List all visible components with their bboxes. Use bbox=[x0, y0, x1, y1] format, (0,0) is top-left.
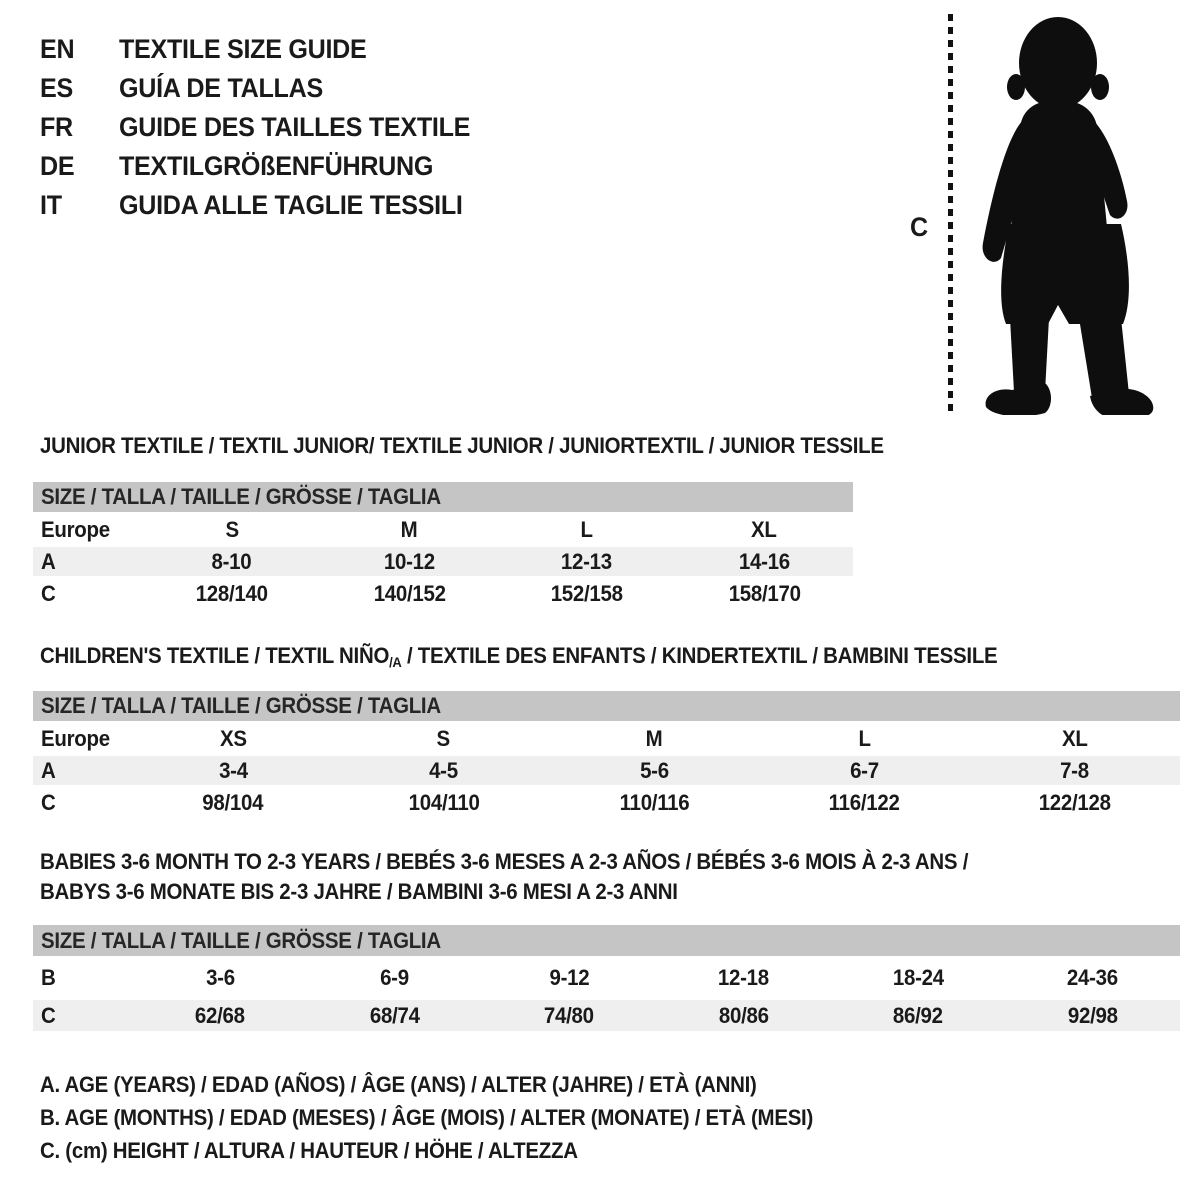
row-label: Europe bbox=[41, 725, 110, 751]
lang-row-en bbox=[40, 30, 497, 69]
table-row-europe bbox=[33, 721, 1180, 756]
size-cell: XS bbox=[219, 725, 247, 751]
legend-line-b: B. AGE (MONTHS) / EDAD (MESES) / ÂGE (MOIS) / ALTER (MONATE) / ETÀ (MESI) bbox=[40, 1104, 814, 1130]
height-cell: 62/68 bbox=[195, 1002, 246, 1028]
age-cell: 6-7 bbox=[850, 757, 879, 783]
lang-code: ES bbox=[40, 73, 73, 103]
age-cell: 6-9 bbox=[380, 965, 410, 990]
row-label: C bbox=[41, 789, 56, 815]
age-cell: 3-4 bbox=[218, 757, 248, 783]
height-cell: 158/170 bbox=[728, 580, 801, 606]
size-cell: M bbox=[645, 725, 663, 751]
junior-size-table bbox=[33, 482, 853, 611]
junior-section-title: JUNIOR TEXTILE / TEXTIL JUNIOR/ TEXTILE JUNIOR / JUNIORTEXTIL / JUNIOR TESSILE bbox=[40, 433, 884, 458]
height-cell: 74/80 bbox=[544, 1002, 595, 1028]
children-section-title: CHILDREN'S TEXTILE / TEXTIL $NIÑO_{/A}$ / TEXTILE DES ENFANTS / KINDERTEXTIL / BAMBINI TESSILE bbox=[40, 643, 998, 670]
lang-code: EN bbox=[40, 34, 75, 64]
age-cell: 10-12 bbox=[383, 548, 435, 574]
table-row-europe bbox=[33, 512, 853, 547]
age-cell: 3-6 bbox=[205, 965, 235, 990]
height-cell: 140/152 bbox=[373, 580, 446, 606]
guide-title-es: GUÍA DE TALLAS bbox=[119, 73, 323, 103]
table-row-age-years bbox=[33, 756, 1180, 785]
nino-a-subscript: /A bbox=[389, 654, 402, 670]
age-cell: 24-36 bbox=[1067, 965, 1119, 990]
age-cell: 7-8 bbox=[1060, 757, 1090, 783]
children-size-table bbox=[33, 691, 1180, 820]
lang-row-de bbox=[40, 147, 497, 186]
lang-row-fr bbox=[40, 108, 497, 147]
guide-title-de: TEXTILGRÖßENFÜHRUNG bbox=[119, 151, 434, 181]
guide-title-fr: GUIDE DES TAILLES TEXTILE bbox=[119, 112, 471, 142]
size-cell: M bbox=[400, 516, 418, 542]
size-header-bar bbox=[33, 925, 1180, 956]
age-cell: 4-5 bbox=[429, 757, 458, 783]
size-header-label: SIZE / TALLA / TAILLE / GRÖSSE / TAGLIA bbox=[41, 693, 441, 718]
lang-row-it bbox=[40, 186, 497, 225]
size-cell: XL bbox=[751, 516, 778, 542]
size-header-label: SIZE / TALLA / TAILLE / GRÖSSE / TAGLIA bbox=[41, 927, 441, 953]
height-cell: 152/158 bbox=[550, 580, 623, 606]
table-row-age-years bbox=[33, 547, 853, 576]
height-cell: 68/74 bbox=[369, 1002, 420, 1028]
legend-line-c: C. (cm) HEIGHT / ALTURA / HAUTEUR / HÖHE / ALTEZZA bbox=[40, 1137, 578, 1163]
height-cell: 86/92 bbox=[893, 1002, 944, 1028]
height-cell: 116/122 bbox=[828, 789, 900, 815]
row-label: A bbox=[41, 757, 56, 783]
height-cell: 80/86 bbox=[718, 1002, 769, 1028]
babies-section-title: BABIES 3-6 MONTH TO 2-3 YEARS / BEBÉS 3-6 MESES A 2-3 AÑOS / BÉBÉS 3-6 MOIS À 2-3 ANS / BABYS 3-6 MONATE BIS 2-3 JAHRE / BAMBINI 3-6 MESI A 2-3 ANNI bbox=[40, 849, 969, 904]
age-cell: 9-12 bbox=[549, 965, 590, 990]
legend bbox=[40, 1068, 871, 1167]
height-cell: 92/98 bbox=[1067, 1002, 1118, 1028]
height-cell: 122/128 bbox=[1038, 789, 1111, 815]
size-cell: L bbox=[580, 516, 593, 542]
toddler-silhouette-image bbox=[960, 10, 1165, 415]
age-cell: 12-18 bbox=[718, 965, 770, 990]
size-header-label: SIZE / TALLA / TAILLE / GRÖSSE / TAGLIA bbox=[41, 484, 441, 509]
size-cell: XL bbox=[1062, 725, 1088, 751]
height-cell: 104/110 bbox=[408, 789, 480, 815]
row-label: C bbox=[41, 580, 56, 606]
guide-title-it: GUIDA ALLE TAGLIE TESSILI bbox=[119, 190, 463, 220]
height-cell: 98/104 bbox=[202, 789, 264, 815]
height-marker-label: C bbox=[910, 212, 928, 242]
age-cell: 12-13 bbox=[561, 548, 613, 574]
legend-line-a: A. AGE (YEARS) / EDAD (AÑOS) / ÂGE (ANS) / ALTER (JAHRE) / ETÀ (ANNI) bbox=[40, 1071, 757, 1097]
lang-code: FR bbox=[40, 112, 73, 142]
size-header-bar bbox=[33, 482, 853, 512]
language-title-list bbox=[40, 30, 497, 225]
table-row-height-cm bbox=[33, 785, 1180, 820]
lang-row-es bbox=[40, 69, 497, 108]
size-cell: S bbox=[225, 516, 239, 542]
height-cell: 128/140 bbox=[195, 580, 268, 606]
age-cell: 18-24 bbox=[892, 965, 944, 990]
row-label: B bbox=[41, 965, 56, 990]
lang-code: IT bbox=[40, 190, 62, 220]
row-label: C bbox=[41, 1002, 56, 1028]
age-cell: 5-6 bbox=[639, 757, 669, 783]
babies-size-table bbox=[33, 925, 1180, 1031]
lang-code: DE bbox=[40, 151, 75, 181]
age-cell: 8-10 bbox=[211, 548, 252, 574]
height-cell: 110/116 bbox=[619, 789, 689, 815]
table-row-height-cm bbox=[33, 576, 853, 611]
table-row-age-months bbox=[33, 956, 1180, 1000]
table-row-height-cm bbox=[33, 1000, 1180, 1031]
height-measure-dotted-line bbox=[948, 14, 953, 414]
guide-title-en: TEXTILE SIZE GUIDE bbox=[119, 34, 367, 64]
row-label: Europe bbox=[41, 516, 110, 542]
size-cell: S bbox=[436, 725, 451, 751]
row-label: A bbox=[41, 548, 56, 574]
age-cell: 14-16 bbox=[738, 548, 790, 574]
size-cell: L bbox=[858, 725, 871, 751]
size-header-bar bbox=[33, 691, 1180, 721]
